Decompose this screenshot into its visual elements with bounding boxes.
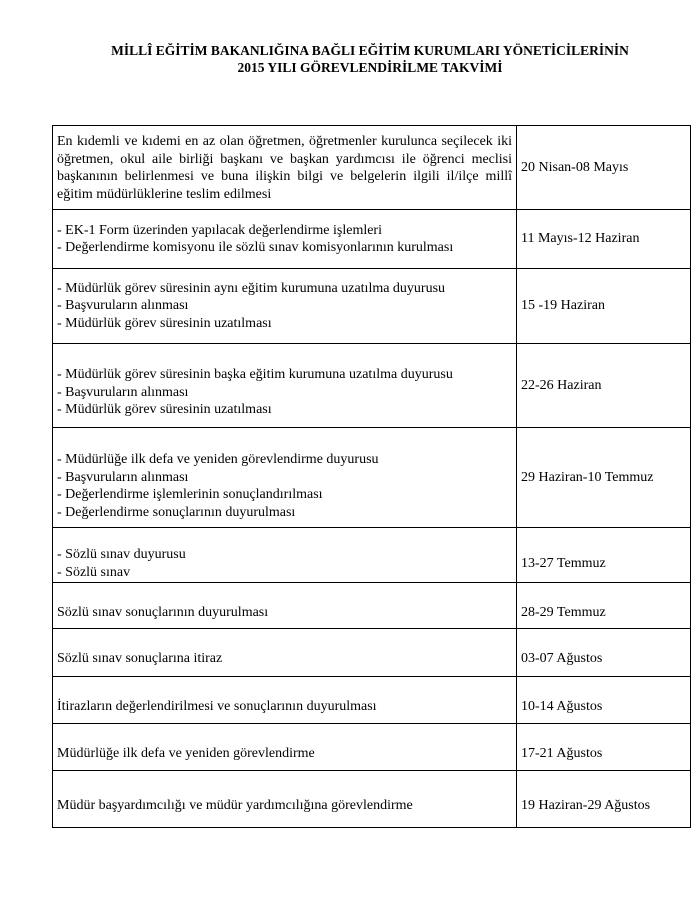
row-description: Müdür başyardımcılığı ve müdür yardımcılığına görevlendirme [53,771,517,828]
row-date: 10-14 Ağustos [517,677,691,724]
row-date: 11 Mayıs-12 Haziran [517,210,691,269]
row-date: 19 Haziran-29 Ağustos [517,771,691,828]
description-line: - Değerlendirme işlemlerinin sonuçlandırılması [57,487,323,502]
document-title [40,42,700,76]
description-line: - Sözlü sınav [57,564,131,580]
title-line-2: 2015 YILI GÖREVLENDİRİLME TAKVİMİ [237,60,503,75]
description-line: - Sözlü sınav duyurusu [57,547,186,562]
table-row [53,210,691,269]
row-date: 20 Nisan-08 Mayıs [517,126,691,210]
description-line: - Değerlendirme sonuçlarının duyurulması [57,504,296,520]
table-row [53,528,691,583]
row-description: Müdürlüğe ilk defa ve yeniden görevlendirme [53,724,517,771]
table-row [53,724,691,771]
table-row [53,629,691,677]
row-description [53,344,517,428]
description-line: - Müdürlük görev süresinin uzatılması [57,315,272,331]
row-description [53,428,517,528]
table-row [53,428,691,528]
row-date: 29 Haziran-10 Temmuz [517,428,691,528]
description-line: - Müdürlüğe ilk defa ve yeniden görevlendirme duyurusu [57,452,379,467]
row-date: 15 -19 Haziran [517,269,691,344]
description-line: - Başvuruların alınması [57,384,189,400]
row-date: 03-07 Ağustos [517,629,691,677]
description-line: - Müdürlük görev süresinin uzatılması [57,402,272,418]
description-line: - Başvuruların alınması [57,469,189,485]
description-line: - Müdürlük görev süresinin aynı eğitim kurumuna uzatılma duyurusu [57,280,446,296]
description-line: - Değerlendirme komisyonu ile sözlü sınav komisyonlarının kurulması [57,240,454,255]
row-description [53,528,517,583]
row-description [53,210,517,269]
title-line-1: MİLLÎ EĞİTİM BAKANLIĞINA BAĞLI EĞİTİM KURUMLARI YÖNETİCİLERİNİN [111,43,629,58]
row-date: 28-29 Temmuz [517,583,691,629]
row-description [53,269,517,344]
row-description [53,126,517,210]
table-row [53,269,691,344]
row-date: 17-21 Ağustos [517,724,691,771]
table-row [53,126,691,210]
row-description: Sözlü sınav sonuçlarının duyurulması [53,583,517,629]
description-line: - Başvuruların alınması [57,298,189,314]
table-row [53,677,691,724]
table-row [53,583,691,629]
description-text: En kıdemli ve kıdemi en az olan öğretmen, öğretmenler kurulunca seçilecek iki öğretmen, okul aile birliği başkanı ve başkan yardımcısı ile öğrenci meclisi başkanının belirlenmesi ve buna ilişkin bilgi ve belgelerin ilgili il/ilçe millî eğitim müdürlüklerine teslim edilmesi [57,134,512,202]
description-line: - Müdürlük görev süresinin başka eğitim kurumuna uzatılma duyurusu [57,367,453,383]
table-row [53,344,691,428]
table-row [53,771,691,828]
row-description: İtirazların değerlendirilmesi ve sonuçlarının duyurulması [53,677,517,724]
row-date: 13-27 Temmuz [517,528,691,583]
row-description: Sözlü sınav sonuçlarına itiraz [53,629,517,677]
schedule-table [52,125,691,828]
description-line: - EK-1 Form üzerinden yapılacak değerlendirme işlemleri [57,222,382,238]
row-date: 22-26 Haziran [517,344,691,428]
